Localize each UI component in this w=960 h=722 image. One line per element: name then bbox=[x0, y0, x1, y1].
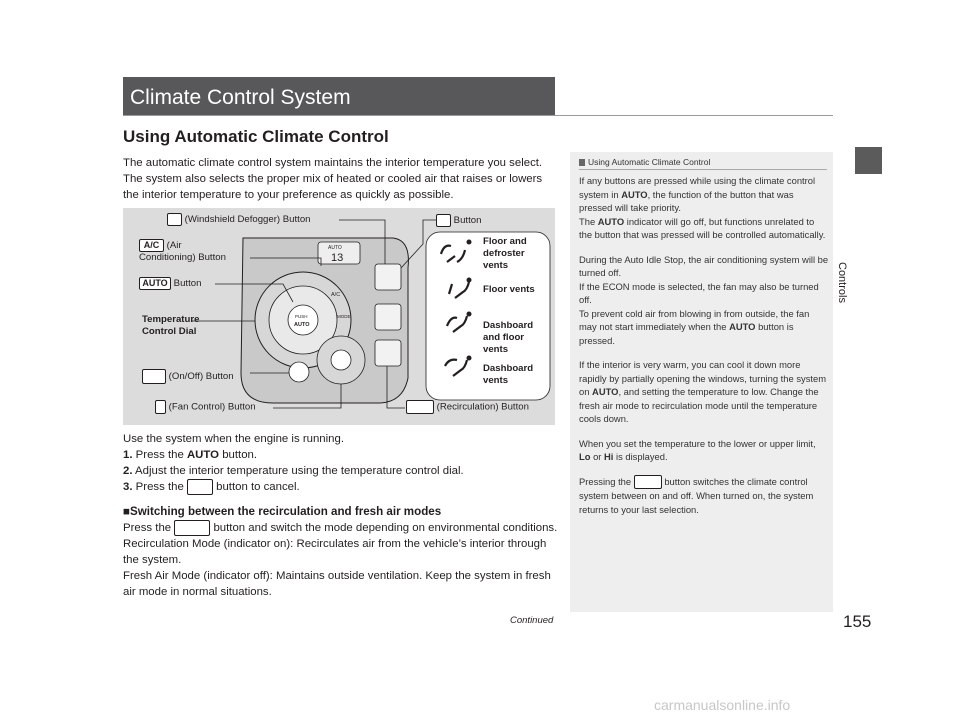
mode-icon bbox=[436, 214, 451, 227]
step-3: 3. Press the button to cancel. bbox=[123, 479, 563, 495]
continued-label: Continued bbox=[510, 615, 554, 626]
recirculation-paragraph: Press the button and switch the mode depending on environmental conditions. Recirculation Mode (indicator on): Recirculates air from the vehicle’s interior through the system. Fresh Air Mode (indicator off): Maintains outside ventilation. Keep the system in fresh air mode in normal situations. bbox=[123, 520, 560, 600]
dial-ac-text: A/C bbox=[331, 292, 341, 298]
vent-floor-defroster-label: Floor and defroster vents bbox=[483, 236, 527, 271]
dial-auto-text: AUTO bbox=[294, 322, 310, 328]
dial-mode-text: MODE bbox=[337, 314, 351, 319]
power-fan-icon bbox=[187, 479, 213, 495]
climate-panel-figure bbox=[123, 208, 555, 425]
note-rule bbox=[579, 169, 827, 170]
display-auto-text: AUTO bbox=[328, 245, 342, 251]
chapter-title-bar bbox=[123, 77, 555, 115]
intro-paragraph: The automatic climate control system maintains the interior temperature you select. The system also selects the proper mix of heated or cooled air that raises or lowers the interior temperature to your preference as quickly as possible. bbox=[123, 157, 543, 201]
power-fan-icon bbox=[142, 369, 166, 384]
chapter-title: Climate Control System bbox=[130, 86, 351, 109]
mode-button-label: Button bbox=[436, 214, 481, 227]
page-subheading: Using Automatic Climate Control bbox=[123, 127, 389, 146]
windshield-defogger-icon bbox=[167, 213, 182, 226]
power-fan-icon bbox=[634, 475, 662, 489]
title-rule bbox=[123, 115, 833, 116]
note-text: If any buttons are pressed while using the climate control system in AUTO, the function of the button that was pressed will take priority. The AUTO indicator will go off, but functions unrelated to the button that was pressed will be controlled automatically. During the Auto Idle Stop, the air conditioning system will be turned off. If the ECON mode is selected, the fan may also be turned off. To prevent cold air from blowing in from outside, the fan may not start immediately when the AUTO button is pressed. If the interior is very warm, you can cool it down more rapidly by partially opening the windows, turning the system on AUTO, and setting the temperature to low. Change the fresh air mode to recirculation mode until the temperature cools down. When you set the temperature to the lower or upper limit, Lo or Hi is displayed. Pressing the button switches the climate control system between on and off. When turned on, the system returns to your last selection. bbox=[579, 175, 829, 515]
ac-button-label: A/C (Air Conditioning) Button bbox=[139, 240, 226, 264]
section-tab-marker bbox=[855, 147, 882, 174]
step-2: 2. Adjust the interior temperature using the temperature control dial. bbox=[123, 465, 464, 477]
recirculation-icon bbox=[174, 520, 210, 536]
fan-control-label: (Fan Control) Button bbox=[155, 400, 256, 414]
vent-dashboard-label: Dashboard vents bbox=[483, 363, 534, 386]
fan-control-icon bbox=[155, 400, 166, 414]
auto-button-label: AUTO Button bbox=[139, 277, 201, 290]
onoff-button-label: (On/Off) Button bbox=[142, 369, 234, 384]
vent-dashboard-floor-label: Dashboard and floor vents bbox=[483, 320, 534, 355]
watermark: carmanualsonline.info bbox=[654, 697, 791, 713]
display-temperature: 13 bbox=[331, 252, 344, 264]
note-marker-icon bbox=[579, 159, 585, 166]
recirculation-heading: ■Switching between the recirculation and fresh air modes bbox=[123, 505, 442, 518]
windshield-defogger-label: (Windshield Defogger) Button bbox=[167, 213, 311, 226]
step-1: 1. Press the AUTO button. bbox=[123, 449, 258, 461]
section-tab-label: Controls bbox=[836, 262, 848, 303]
recirculation-icon bbox=[406, 400, 434, 414]
recirculation-label: (Recirculation) Button bbox=[406, 400, 529, 414]
dial-push-text: PUSH bbox=[295, 314, 308, 319]
steps-lead: Use the system when the engine is running. bbox=[123, 433, 344, 445]
usage-steps bbox=[123, 431, 563, 495]
note-heading: Using Automatic Climate Control bbox=[579, 157, 710, 167]
temperature-dial-label: Temperature Control Dial bbox=[142, 314, 200, 337]
page-number: 155 bbox=[843, 612, 872, 631]
vent-floor-label: Floor vents bbox=[483, 284, 535, 295]
ac-icon: A/C bbox=[139, 239, 164, 252]
auto-icon: AUTO bbox=[139, 277, 171, 290]
